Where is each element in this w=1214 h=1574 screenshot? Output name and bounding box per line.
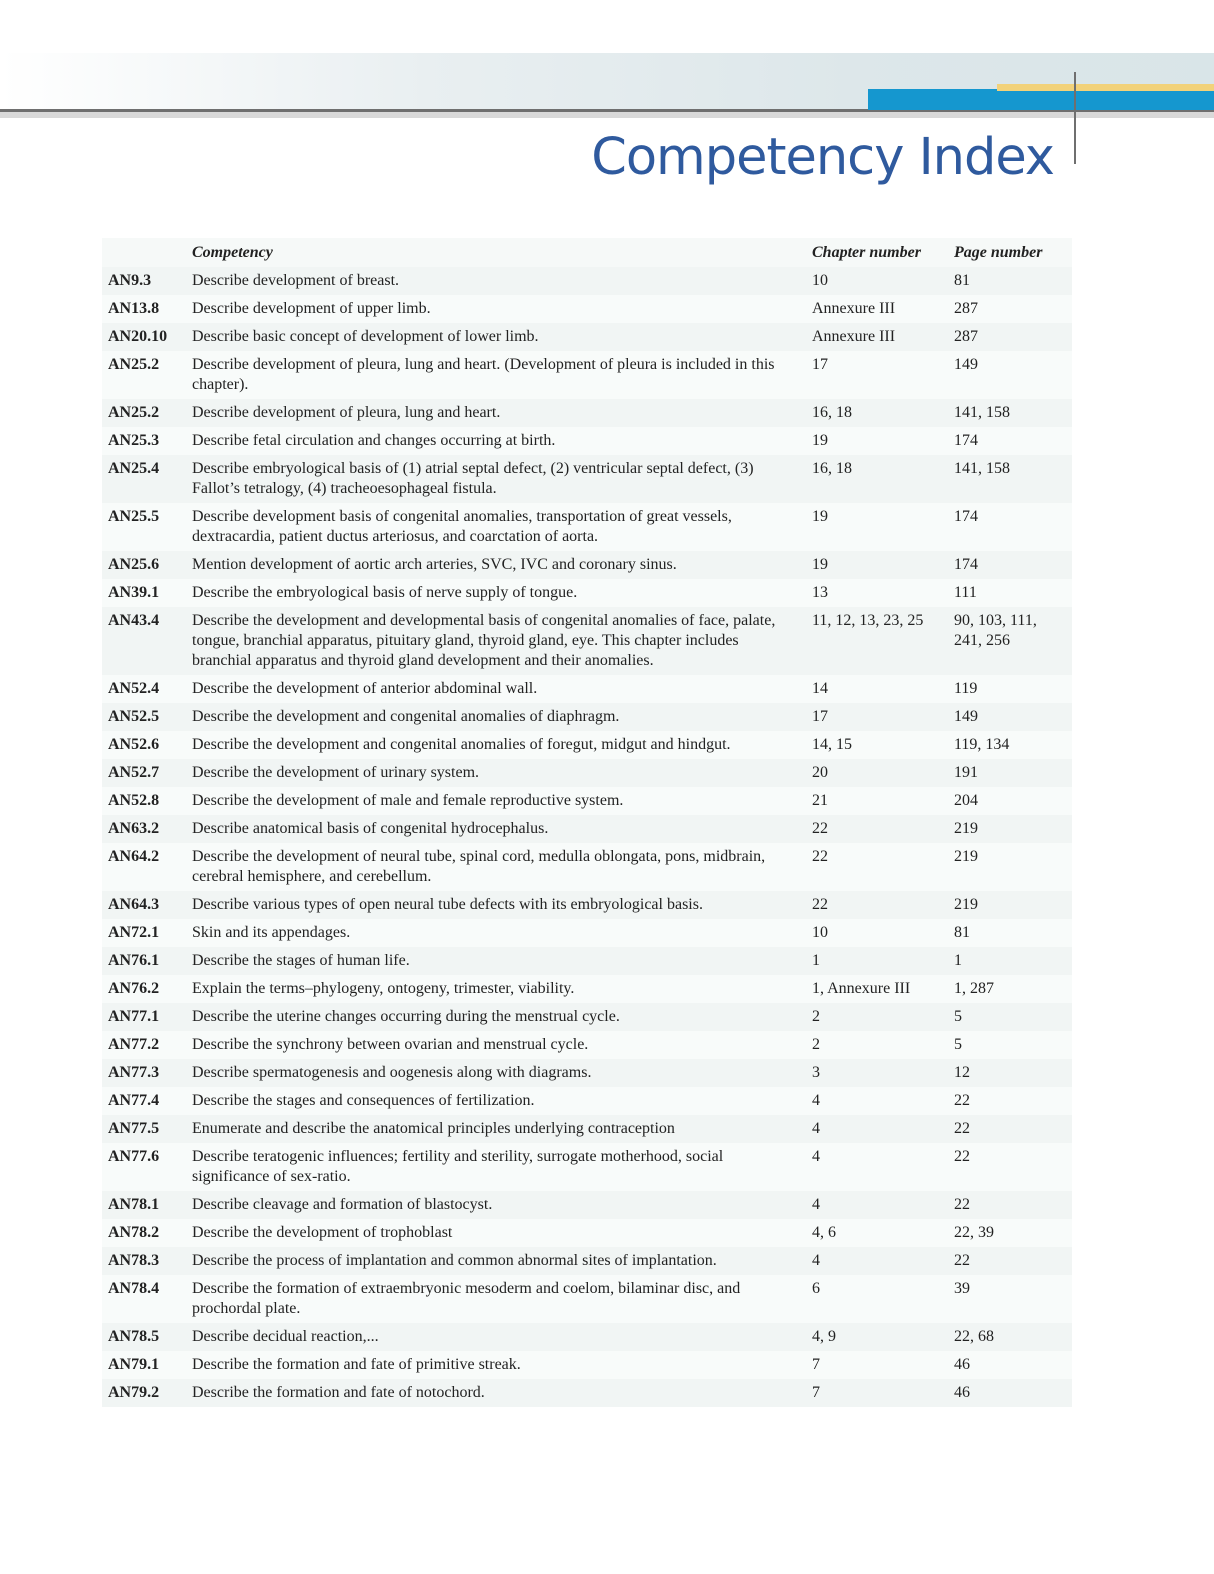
table-row — [102, 399, 1072, 427]
page-number: 119, 134 — [948, 731, 1072, 759]
page-number: 46 — [948, 1351, 1072, 1379]
page-number: 219 — [948, 815, 1072, 843]
competency-code: AN52.6 — [102, 731, 186, 759]
competency-code: AN77.5 — [102, 1115, 186, 1143]
competency-description: Describe the formation and fate of notochord. — [186, 1379, 806, 1407]
competency-description: Describe spermatogenesis and oogenesis along with diagrams. — [186, 1059, 806, 1087]
competency-code: AN64.3 — [102, 891, 186, 919]
competency-code: AN76.2 — [102, 975, 186, 1003]
competency-description: Describe the embryological basis of nerve supply of tongue. — [186, 579, 806, 607]
competency-description: Describe development basis of congenital anomalies, transportation of great vessels, dextracardia, patient ductus arteriosus, and coarctation of aorta. — [186, 503, 806, 551]
table-row — [102, 787, 1072, 815]
competency-code: AN78.4 — [102, 1275, 186, 1323]
competency-description: Describe various types of open neural tube defects with its embryological basis. — [186, 891, 806, 919]
competency-code: AN64.2 — [102, 843, 186, 891]
header-chapter-number: Chapter number — [806, 238, 948, 267]
competency-description: Describe the development of neural tube, spinal cord, medulla oblongata, pons, midbrain, cerebral hemisphere, and cerebellum. — [186, 843, 806, 891]
competency-code: AN78.1 — [102, 1191, 186, 1219]
chapter-number: Annexure III — [806, 295, 948, 323]
competency-code: AN78.2 — [102, 1219, 186, 1247]
page-number: 141, 158 — [948, 455, 1072, 503]
competency-description: Describe decidual reaction,... — [186, 1323, 806, 1351]
competency-index-table — [102, 238, 1072, 1407]
competency-code: AN52.4 — [102, 675, 186, 703]
header-rule-shadow — [0, 112, 1214, 118]
competency-description: Describe development of pleura, lung and heart. (Development of pleura is included in this chapter). — [186, 351, 806, 399]
competency-code: AN52.8 — [102, 787, 186, 815]
page-number: 287 — [948, 323, 1072, 351]
chapter-number: 20 — [806, 759, 948, 787]
page-number: 5 — [948, 1003, 1072, 1031]
table-row — [102, 1087, 1072, 1115]
competency-description: Describe embryological basis of (1) atrial septal defect, (2) ventricular septal defect, (3) Fallot’s tetralogy, (4) tracheoesophageal fistula. — [186, 455, 806, 503]
competency-code: AN25.2 — [102, 351, 186, 399]
page-number: 39 — [948, 1275, 1072, 1323]
chapter-number: 19 — [806, 427, 948, 455]
chapter-number: 17 — [806, 351, 948, 399]
competency-description: Describe development of pleura, lung and heart. — [186, 399, 806, 427]
chapter-number: 6 — [806, 1275, 948, 1323]
chapter-number: 2 — [806, 1031, 948, 1059]
competency-code: AN25.3 — [102, 427, 186, 455]
table-header-row — [102, 238, 1072, 267]
chapter-number: 4 — [806, 1087, 948, 1115]
competency-description: Describe the uterine changes occurring during the menstrual cycle. — [186, 1003, 806, 1031]
table-row — [102, 1143, 1072, 1191]
chapter-number: 7 — [806, 1379, 948, 1407]
competency-description: Describe the stages of human life. — [186, 947, 806, 975]
chapter-number: 4, 6 — [806, 1219, 948, 1247]
page-number: 174 — [948, 427, 1072, 455]
page-number: 111 — [948, 579, 1072, 607]
page-number: 22 — [948, 1087, 1072, 1115]
competency-description: Describe development of breast. — [186, 267, 806, 295]
chapter-number: 4 — [806, 1115, 948, 1143]
table-row — [102, 1379, 1072, 1407]
chapter-number: 19 — [806, 551, 948, 579]
competency-code: AN25.5 — [102, 503, 186, 551]
table-row — [102, 295, 1072, 323]
competency-code: AN78.5 — [102, 1323, 186, 1351]
chapter-number: 3 — [806, 1059, 948, 1087]
page-number: 81 — [948, 267, 1072, 295]
competency-description: Skin and its appendages. — [186, 919, 806, 947]
competency-description: Describe the synchrony between ovarian and menstrual cycle. — [186, 1031, 806, 1059]
competency-code: AN79.2 — [102, 1379, 186, 1407]
competency-description: Enumerate and describe the anatomical principles underlying contraception — [186, 1115, 806, 1143]
chapter-number: 4 — [806, 1143, 948, 1191]
header-competency: Competency — [186, 238, 806, 267]
header-accent-blue-bar — [868, 89, 1214, 110]
competency-description: Describe the development and developmental basis of congenital anomalies of face, palate, tongue, branchial apparatus, pituitary gland, thyroid gland, eye. This chapter includes branchial apparatus and thyroid gland development and their anomalies. — [186, 607, 806, 675]
page-number: 22, 39 — [948, 1219, 1072, 1247]
competency-description: Describe the development of anterior abdominal wall. — [186, 675, 806, 703]
competency-code: AN79.1 — [102, 1351, 186, 1379]
chapter-number: 22 — [806, 843, 948, 891]
table-row — [102, 1191, 1072, 1219]
table-row — [102, 1247, 1072, 1275]
competency-description: Describe the development of trophoblast — [186, 1219, 806, 1247]
chapter-number: 22 — [806, 891, 948, 919]
competency-code: AN76.1 — [102, 947, 186, 975]
page-number: 191 — [948, 759, 1072, 787]
table-row — [102, 1275, 1072, 1323]
table-row — [102, 891, 1072, 919]
table-row — [102, 503, 1072, 551]
competency-description: Describe the development of male and female reproductive system. — [186, 787, 806, 815]
page-number: 22, 68 — [948, 1323, 1072, 1351]
page-number: 174 — [948, 503, 1072, 551]
page-number: 5 — [948, 1031, 1072, 1059]
table-row — [102, 1059, 1072, 1087]
table-body — [102, 267, 1072, 1407]
competency-description: Describe fetal circulation and changes occurring at birth. — [186, 427, 806, 455]
page-number: 219 — [948, 891, 1072, 919]
page-number: 22 — [948, 1143, 1072, 1191]
table-row — [102, 703, 1072, 731]
competency-description: Describe teratogenic influences; fertility and sterility, surrogate motherhood, social significance of sex-ratio. — [186, 1143, 806, 1191]
chapter-number: 16, 18 — [806, 455, 948, 503]
competency-description: Describe development of upper limb. — [186, 295, 806, 323]
page-number: 219 — [948, 843, 1072, 891]
page-number: 287 — [948, 295, 1072, 323]
header-accent-yellow-bar — [997, 84, 1214, 91]
competency-code: AN63.2 — [102, 815, 186, 843]
table-row — [102, 351, 1072, 399]
table-row — [102, 947, 1072, 975]
competency-code: AN52.5 — [102, 703, 186, 731]
competency-description: Describe the formation and fate of primitive streak. — [186, 1351, 806, 1379]
chapter-number: 10 — [806, 267, 948, 295]
competency-code: AN9.3 — [102, 267, 186, 295]
page-number: 90, 103, 111, 241, 256 — [948, 607, 1072, 675]
table-row — [102, 843, 1072, 891]
page-number: 119 — [948, 675, 1072, 703]
competency-code: AN72.1 — [102, 919, 186, 947]
page-number: 1 — [948, 947, 1072, 975]
competency-code: AN52.7 — [102, 759, 186, 787]
page-title: Competency Index — [591, 128, 1054, 187]
chapter-number: 4 — [806, 1247, 948, 1275]
table-row — [102, 579, 1072, 607]
table-row — [102, 975, 1072, 1003]
chapter-number: 11, 12, 13, 23, 25 — [806, 607, 948, 675]
chapter-number: 14 — [806, 675, 948, 703]
page-number: 81 — [948, 919, 1072, 947]
chapter-number: 17 — [806, 703, 948, 731]
competency-description: Describe the formation of extraembryonic mesoderm and coelom, bilaminar disc, and prochordal plate. — [186, 1275, 806, 1323]
competency-description: Mention development of aortic arch arteries, SVC, IVC and coronary sinus. — [186, 551, 806, 579]
competency-code: AN43.4 — [102, 607, 186, 675]
table-row — [102, 427, 1072, 455]
chapter-number: 13 — [806, 579, 948, 607]
competency-description: Explain the terms–phylogeny, ontogeny, trimester, viability. — [186, 975, 806, 1003]
competency-description: Describe the process of implantation and common abnormal sites of implantation. — [186, 1247, 806, 1275]
competency-code: AN77.4 — [102, 1087, 186, 1115]
table-row — [102, 323, 1072, 351]
competency-code: AN25.4 — [102, 455, 186, 503]
chapter-number: 22 — [806, 815, 948, 843]
competency-description: Describe anatomical basis of congenital hydrocephalus. — [186, 815, 806, 843]
competency-code: AN77.6 — [102, 1143, 186, 1191]
chapter-number: 19 — [806, 503, 948, 551]
header-page-number: Page number — [948, 238, 1072, 267]
chapter-number: 14, 15 — [806, 731, 948, 759]
page-number: 12 — [948, 1059, 1072, 1087]
page-number: 22 — [948, 1247, 1072, 1275]
table-row — [102, 455, 1072, 503]
competency-description: Describe basic concept of development of lower limb. — [186, 323, 806, 351]
competency-description: Describe the stages and consequences of fertilization. — [186, 1087, 806, 1115]
table-row — [102, 731, 1072, 759]
table-row — [102, 815, 1072, 843]
page-number: 22 — [948, 1191, 1072, 1219]
chapter-number: 16, 18 — [806, 399, 948, 427]
chapter-number: 1 — [806, 947, 948, 975]
competency-code: AN25.6 — [102, 551, 186, 579]
chapter-number: 4, 9 — [806, 1323, 948, 1351]
chapter-number: 4 — [806, 1191, 948, 1219]
page-number: 141, 158 — [948, 399, 1072, 427]
chapter-number: 21 — [806, 787, 948, 815]
competency-code: AN39.1 — [102, 579, 186, 607]
table-row — [102, 1323, 1072, 1351]
table-row — [102, 607, 1072, 675]
competency-code: AN77.1 — [102, 1003, 186, 1031]
competency-code: AN77.3 — [102, 1059, 186, 1087]
chapter-number: Annexure III — [806, 323, 948, 351]
page-number: 22 — [948, 1115, 1072, 1143]
chapter-number: 1, Annexure III — [806, 975, 948, 1003]
page-number: 149 — [948, 351, 1072, 399]
table-row — [102, 1115, 1072, 1143]
competency-code: AN77.2 — [102, 1031, 186, 1059]
chapter-number: 10 — [806, 919, 948, 947]
competency-code: AN13.8 — [102, 295, 186, 323]
table-row — [102, 551, 1072, 579]
page-number: 174 — [948, 551, 1072, 579]
competency-description: Describe the development of urinary system. — [186, 759, 806, 787]
chapter-number: 2 — [806, 1003, 948, 1031]
page-number: 1, 287 — [948, 975, 1072, 1003]
table-row — [102, 1351, 1072, 1379]
chapter-number: 7 — [806, 1351, 948, 1379]
table-row — [102, 267, 1072, 295]
competency-code: AN25.2 — [102, 399, 186, 427]
table-row — [102, 1219, 1072, 1247]
table-row — [102, 1031, 1072, 1059]
page-number: 204 — [948, 787, 1072, 815]
table-row — [102, 919, 1072, 947]
competency-description: Describe the development and congenital anomalies of diaphragm. — [186, 703, 806, 731]
competency-description: Describe the development and congenital anomalies of foregut, midgut and hindgut. — [186, 731, 806, 759]
table-row — [102, 675, 1072, 703]
competency-code: AN78.3 — [102, 1247, 186, 1275]
competency-code: AN20.10 — [102, 323, 186, 351]
table-row — [102, 1003, 1072, 1031]
table-row — [102, 759, 1072, 787]
header-accent-vertical-line — [1074, 72, 1076, 164]
page-number: 149 — [948, 703, 1072, 731]
header-code — [102, 238, 186, 267]
page-number: 46 — [948, 1379, 1072, 1407]
competency-description: Describe cleavage and formation of blastocyst. — [186, 1191, 806, 1219]
